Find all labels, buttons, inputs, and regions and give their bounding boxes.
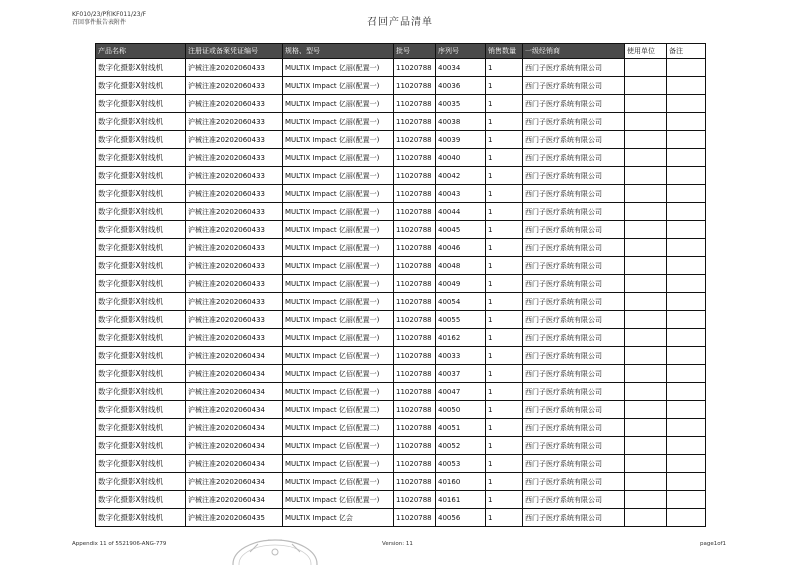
cell-dealer: 西门子医疗系统有限公司 bbox=[523, 239, 625, 257]
cell-quantity: 1 bbox=[486, 275, 523, 293]
cell-registration: 沪械注准20202060433 bbox=[186, 185, 283, 203]
cell-model: MULTIX Impact 亿丽(配置一) bbox=[283, 95, 394, 113]
cell-user-unit bbox=[625, 257, 667, 275]
cell-remarks bbox=[667, 95, 706, 113]
cell-model: MULTIX Impact 亿丽(配置一) bbox=[283, 221, 394, 239]
cell-quantity: 1 bbox=[486, 401, 523, 419]
cell-serial: 40054 bbox=[436, 293, 486, 311]
cell-batch: 11020788 bbox=[394, 95, 436, 113]
cell-registration: 沪械注准20202060434 bbox=[186, 419, 283, 437]
cell-registration: 沪械注准20202060433 bbox=[186, 59, 283, 77]
cell-dealer: 西门子医疗系统有限公司 bbox=[523, 77, 625, 95]
cell-batch: 11020788 bbox=[394, 509, 436, 527]
cell-dealer: 西门子医疗系统有限公司 bbox=[523, 311, 625, 329]
cell-model: MULTIX Impact 亿佰(配置二) bbox=[283, 401, 394, 419]
cell-quantity: 1 bbox=[486, 419, 523, 437]
cell-product-name: 数字化摄影X射线机 bbox=[96, 257, 186, 275]
cell-product-name: 数字化摄影X射线机 bbox=[96, 509, 186, 527]
cell-remarks bbox=[667, 167, 706, 185]
cell-quantity: 1 bbox=[486, 149, 523, 167]
cell-product-name: 数字化摄影X射线机 bbox=[96, 383, 186, 401]
table-row bbox=[96, 329, 706, 347]
cell-model: MULTIX Impact 亿佰(配置一) bbox=[283, 455, 394, 473]
cell-serial: 40040 bbox=[436, 149, 486, 167]
table-row bbox=[96, 95, 706, 113]
cell-remarks bbox=[667, 347, 706, 365]
cell-product-name: 数字化摄影X射线机 bbox=[96, 347, 186, 365]
table-row bbox=[96, 167, 706, 185]
cell-user-unit bbox=[625, 329, 667, 347]
cell-batch: 11020788 bbox=[394, 311, 436, 329]
cell-dealer: 西门子医疗系统有限公司 bbox=[523, 257, 625, 275]
cell-model: MULTIX Impact 亿丽(配置一) bbox=[283, 113, 394, 131]
cell-user-unit bbox=[625, 491, 667, 509]
cell-model: MULTIX Impact 亿丽(配置一) bbox=[283, 59, 394, 77]
cell-serial: 40044 bbox=[436, 203, 486, 221]
cell-dealer: 西门子医疗系统有限公司 bbox=[523, 491, 625, 509]
cell-user-unit bbox=[625, 149, 667, 167]
footer-page: page1of1 bbox=[700, 541, 727, 547]
table-header-row bbox=[96, 44, 706, 59]
cell-product-name: 数字化摄影X射线机 bbox=[96, 311, 186, 329]
footer-version: Version: 11 bbox=[382, 541, 413, 547]
table-row bbox=[96, 437, 706, 455]
cell-user-unit bbox=[625, 473, 667, 491]
cell-user-unit bbox=[625, 131, 667, 149]
cell-registration: 沪械注准20202060433 bbox=[186, 221, 283, 239]
cell-batch: 11020788 bbox=[394, 59, 436, 77]
cell-model: MULTIX Impact 亿丽(配置一) bbox=[283, 311, 394, 329]
cell-remarks bbox=[667, 275, 706, 293]
cell-quantity: 1 bbox=[486, 167, 523, 185]
cell-serial: 40049 bbox=[436, 275, 486, 293]
cell-serial: 40160 bbox=[436, 473, 486, 491]
seal-icon bbox=[228, 530, 323, 565]
table-row bbox=[96, 419, 706, 437]
cell-remarks bbox=[667, 203, 706, 221]
cell-user-unit bbox=[625, 383, 667, 401]
cell-quantity: 1 bbox=[486, 131, 523, 149]
cell-model: MULTIX Impact 亿丽(配置一) bbox=[283, 203, 394, 221]
cell-product-name: 数字化摄影X射线机 bbox=[96, 275, 186, 293]
cell-dealer: 西门子医疗系统有限公司 bbox=[523, 455, 625, 473]
cell-product-name: 数字化摄影X射线机 bbox=[96, 95, 186, 113]
cell-user-unit bbox=[625, 113, 667, 131]
table-row bbox=[96, 365, 706, 383]
cell-model: MULTIX Impact 亿丽(配置一) bbox=[283, 293, 394, 311]
cell-quantity: 1 bbox=[486, 293, 523, 311]
cell-serial: 40038 bbox=[436, 113, 486, 131]
cell-product-name: 数字化摄影X射线机 bbox=[96, 491, 186, 509]
cell-serial: 40033 bbox=[436, 347, 486, 365]
cell-quantity: 1 bbox=[486, 203, 523, 221]
cell-serial: 40043 bbox=[436, 185, 486, 203]
cell-registration: 沪械注准20202060433 bbox=[186, 275, 283, 293]
table-body bbox=[96, 59, 706, 527]
cell-remarks bbox=[667, 149, 706, 167]
cell-batch: 11020788 bbox=[394, 329, 436, 347]
cell-user-unit bbox=[625, 239, 667, 257]
table-row bbox=[96, 383, 706, 401]
cell-remarks bbox=[667, 437, 706, 455]
cell-remarks bbox=[667, 491, 706, 509]
cell-registration: 沪械注准20202060434 bbox=[186, 473, 283, 491]
cell-dealer: 西门子医疗系统有限公司 bbox=[523, 383, 625, 401]
cell-batch: 11020788 bbox=[394, 203, 436, 221]
cell-product-name: 数字化摄影X射线机 bbox=[96, 131, 186, 149]
cell-serial: 40042 bbox=[436, 167, 486, 185]
cell-dealer: 西门子医疗系统有限公司 bbox=[523, 419, 625, 437]
cell-batch: 11020788 bbox=[394, 113, 436, 131]
cell-batch: 11020788 bbox=[394, 473, 436, 491]
cell-quantity: 1 bbox=[486, 383, 523, 401]
cell-model: MULTIX Impact 亿丽(配置一) bbox=[283, 239, 394, 257]
cell-registration: 沪械注准20202060434 bbox=[186, 347, 283, 365]
cell-user-unit bbox=[625, 347, 667, 365]
cell-batch: 11020788 bbox=[394, 401, 436, 419]
table-row bbox=[96, 131, 706, 149]
cell-model: MULTIX Impact 亿丽(配置一) bbox=[283, 167, 394, 185]
cell-registration: 沪械注准20202060434 bbox=[186, 455, 283, 473]
cell-quantity: 1 bbox=[486, 113, 523, 131]
cell-batch: 11020788 bbox=[394, 437, 436, 455]
col-header-dealer: 一级经销商 bbox=[523, 44, 625, 59]
cell-user-unit bbox=[625, 509, 667, 527]
cell-remarks bbox=[667, 473, 706, 491]
table-row bbox=[96, 149, 706, 167]
cell-dealer: 西门子医疗系统有限公司 bbox=[523, 149, 625, 167]
cell-product-name: 数字化摄影X射线机 bbox=[96, 329, 186, 347]
cell-serial: 40161 bbox=[436, 491, 486, 509]
cell-dealer: 西门子医疗系统有限公司 bbox=[523, 221, 625, 239]
cell-quantity: 1 bbox=[486, 437, 523, 455]
cell-user-unit bbox=[625, 275, 667, 293]
cell-batch: 11020788 bbox=[394, 293, 436, 311]
cell-user-unit bbox=[625, 365, 667, 383]
cell-remarks bbox=[667, 185, 706, 203]
cell-remarks bbox=[667, 293, 706, 311]
col-header-serial: 序列号 bbox=[436, 44, 486, 59]
cell-product-name: 数字化摄影X射线机 bbox=[96, 293, 186, 311]
cell-model: MULTIX Impact 亿丽(配置一) bbox=[283, 131, 394, 149]
cell-remarks bbox=[667, 257, 706, 275]
cell-remarks bbox=[667, 365, 706, 383]
cell-registration: 沪械注准20202060435 bbox=[186, 509, 283, 527]
cell-registration: 沪械注准20202060433 bbox=[186, 311, 283, 329]
cell-serial: 40045 bbox=[436, 221, 486, 239]
table-row bbox=[96, 185, 706, 203]
table-row bbox=[96, 221, 706, 239]
table-row bbox=[96, 59, 706, 77]
cell-dealer: 西门子医疗系统有限公司 bbox=[523, 185, 625, 203]
col-header-registration: 注册证或备案凭证编号 bbox=[186, 44, 283, 59]
cell-serial: 40052 bbox=[436, 437, 486, 455]
cell-registration: 沪械注准20202060434 bbox=[186, 401, 283, 419]
col-header-product-name: 产品名称 bbox=[96, 44, 186, 59]
cell-quantity: 1 bbox=[486, 185, 523, 203]
cell-batch: 11020788 bbox=[394, 149, 436, 167]
table-row bbox=[96, 509, 706, 527]
cell-serial: 40046 bbox=[436, 239, 486, 257]
cell-dealer: 西门子医疗系统有限公司 bbox=[523, 437, 625, 455]
cell-model: MULTIX Impact 亿丽(配置一) bbox=[283, 329, 394, 347]
cell-batch: 11020788 bbox=[394, 77, 436, 95]
cell-model: MULTIX Impact 亿佰(配置一) bbox=[283, 491, 394, 509]
cell-remarks bbox=[667, 113, 706, 131]
cell-user-unit bbox=[625, 293, 667, 311]
cell-registration: 沪械注准20202060433 bbox=[186, 293, 283, 311]
table-row bbox=[96, 473, 706, 491]
cell-model: MULTIX Impact 亿会 bbox=[283, 509, 394, 527]
cell-user-unit bbox=[625, 77, 667, 95]
cell-product-name: 数字化摄影X射线机 bbox=[96, 455, 186, 473]
cell-dealer: 西门子医疗系统有限公司 bbox=[523, 275, 625, 293]
cell-serial: 40056 bbox=[436, 509, 486, 527]
document-code-line1: KF010/23/P和KF011/23/F bbox=[72, 11, 147, 18]
cell-registration: 沪械注准20202060434 bbox=[186, 365, 283, 383]
cell-model: MULTIX Impact 亿佰(配置一) bbox=[283, 383, 394, 401]
cell-dealer: 西门子医疗系统有限公司 bbox=[523, 113, 625, 131]
cell-user-unit bbox=[625, 401, 667, 419]
cell-product-name: 数字化摄影X射线机 bbox=[96, 185, 186, 203]
cell-user-unit bbox=[625, 311, 667, 329]
cell-registration: 沪械注准20202060433 bbox=[186, 77, 283, 95]
cell-dealer: 西门子医疗系统有限公司 bbox=[523, 167, 625, 185]
table-row bbox=[96, 491, 706, 509]
cell-serial: 40035 bbox=[436, 95, 486, 113]
cell-product-name: 数字化摄影X射线机 bbox=[96, 365, 186, 383]
cell-registration: 沪械注准20202060433 bbox=[186, 257, 283, 275]
cell-quantity: 1 bbox=[486, 473, 523, 491]
cell-serial: 40051 bbox=[436, 419, 486, 437]
cell-quantity: 1 bbox=[486, 329, 523, 347]
col-header-remarks: 备注 bbox=[667, 44, 706, 59]
col-header-user-unit: 使用单位 bbox=[625, 44, 667, 59]
cell-serial: 40053 bbox=[436, 455, 486, 473]
cell-product-name: 数字化摄影X射线机 bbox=[96, 203, 186, 221]
cell-dealer: 西门子医疗系统有限公司 bbox=[523, 59, 625, 77]
cell-user-unit bbox=[625, 221, 667, 239]
cell-registration: 沪械注准20202060433 bbox=[186, 113, 283, 131]
cell-model: MULTIX Impact 亿佰(配置一) bbox=[283, 365, 394, 383]
cell-product-name: 数字化摄影X射线机 bbox=[96, 239, 186, 257]
cell-remarks bbox=[667, 329, 706, 347]
cell-registration: 沪械注准20202060433 bbox=[186, 95, 283, 113]
cell-dealer: 西门子医疗系统有限公司 bbox=[523, 401, 625, 419]
cell-batch: 11020788 bbox=[394, 257, 436, 275]
cell-quantity: 1 bbox=[486, 491, 523, 509]
cell-serial: 40034 bbox=[436, 59, 486, 77]
cell-remarks bbox=[667, 221, 706, 239]
cell-registration: 沪械注准20202060433 bbox=[186, 167, 283, 185]
cell-batch: 11020788 bbox=[394, 275, 436, 293]
cell-serial: 40050 bbox=[436, 401, 486, 419]
cell-product-name: 数字化摄影X射线机 bbox=[96, 401, 186, 419]
recall-product-table bbox=[95, 43, 706, 527]
cell-quantity: 1 bbox=[486, 311, 523, 329]
document-code-line2: 召回事件报告表附件 bbox=[72, 18, 127, 26]
col-header-batch: 批号 bbox=[394, 44, 436, 59]
cell-dealer: 西门子医疗系统有限公司 bbox=[523, 131, 625, 149]
cell-dealer: 西门子医疗系统有限公司 bbox=[523, 329, 625, 347]
cell-registration: 沪械注准20202060433 bbox=[186, 149, 283, 167]
cell-remarks bbox=[667, 239, 706, 257]
cell-dealer: 西门子医疗系统有限公司 bbox=[523, 473, 625, 491]
cell-product-name: 数字化摄影X射线机 bbox=[96, 149, 186, 167]
cell-serial: 40037 bbox=[436, 365, 486, 383]
cell-quantity: 1 bbox=[486, 257, 523, 275]
cell-quantity: 1 bbox=[486, 221, 523, 239]
table-row bbox=[96, 455, 706, 473]
cell-model: MULTIX Impact 亿丽(配置一) bbox=[283, 77, 394, 95]
cell-model: MULTIX Impact 亿佰(配置一) bbox=[283, 473, 394, 491]
cell-quantity: 1 bbox=[486, 347, 523, 365]
table-row bbox=[96, 293, 706, 311]
cell-product-name: 数字化摄影X射线机 bbox=[96, 59, 186, 77]
cell-batch: 11020788 bbox=[394, 221, 436, 239]
table-row bbox=[96, 401, 706, 419]
cell-product-name: 数字化摄影X射线机 bbox=[96, 113, 186, 131]
cell-serial: 40048 bbox=[436, 257, 486, 275]
cell-model: MULTIX Impact 亿佰(配置一) bbox=[283, 347, 394, 365]
cell-quantity: 1 bbox=[486, 455, 523, 473]
table-row bbox=[96, 77, 706, 95]
cell-remarks bbox=[667, 509, 706, 527]
cell-registration: 沪械注准20202060433 bbox=[186, 329, 283, 347]
cell-serial: 40036 bbox=[436, 77, 486, 95]
cell-user-unit bbox=[625, 437, 667, 455]
cell-model: MULTIX Impact 亿丽(配置一) bbox=[283, 185, 394, 203]
cell-registration: 沪械注准20202060434 bbox=[186, 437, 283, 455]
cell-product-name: 数字化摄影X射线机 bbox=[96, 473, 186, 491]
cell-batch: 11020788 bbox=[394, 491, 436, 509]
cell-registration: 沪械注准20202060434 bbox=[186, 491, 283, 509]
cell-product-name: 数字化摄影X射线机 bbox=[96, 221, 186, 239]
cell-user-unit bbox=[625, 455, 667, 473]
cell-user-unit bbox=[625, 167, 667, 185]
cell-quantity: 1 bbox=[486, 59, 523, 77]
cell-dealer: 西门子医疗系统有限公司 bbox=[523, 365, 625, 383]
cell-dealer: 西门子医疗系统有限公司 bbox=[523, 203, 625, 221]
cell-remarks bbox=[667, 383, 706, 401]
cell-batch: 11020788 bbox=[394, 131, 436, 149]
cell-user-unit bbox=[625, 95, 667, 113]
cell-quantity: 1 bbox=[486, 365, 523, 383]
col-header-quantity: 销售数量 bbox=[486, 44, 523, 59]
table-row bbox=[96, 275, 706, 293]
cell-remarks bbox=[667, 311, 706, 329]
table-row bbox=[96, 239, 706, 257]
cell-model: MULTIX Impact 亿丽(配置一) bbox=[283, 275, 394, 293]
cell-model: MULTIX Impact 亿丽(配置一) bbox=[283, 257, 394, 275]
cell-registration: 沪械注准20202060433 bbox=[186, 203, 283, 221]
cell-batch: 11020788 bbox=[394, 185, 436, 203]
cell-user-unit bbox=[625, 203, 667, 221]
cell-dealer: 西门子医疗系统有限公司 bbox=[523, 347, 625, 365]
cell-serial: 40039 bbox=[436, 131, 486, 149]
cell-product-name: 数字化摄影X射线机 bbox=[96, 167, 186, 185]
cell-remarks bbox=[667, 77, 706, 95]
cell-product-name: 数字化摄影X射线机 bbox=[96, 437, 186, 455]
cell-product-name: 数字化摄影X射线机 bbox=[96, 77, 186, 95]
cell-remarks bbox=[667, 59, 706, 77]
cell-registration: 沪械注准20202060433 bbox=[186, 239, 283, 257]
cell-model: MULTIX Impact 亿佰(配置二) bbox=[283, 419, 394, 437]
cell-dealer: 西门子医疗系统有限公司 bbox=[523, 95, 625, 113]
cell-user-unit bbox=[625, 419, 667, 437]
cell-remarks bbox=[667, 455, 706, 473]
cell-quantity: 1 bbox=[486, 95, 523, 113]
cell-model: MULTIX Impact 亿丽(配置一) bbox=[283, 149, 394, 167]
cell-user-unit bbox=[625, 185, 667, 203]
cell-dealer: 西门子医疗系统有限公司 bbox=[523, 293, 625, 311]
cell-quantity: 1 bbox=[486, 239, 523, 257]
cell-serial: 40055 bbox=[436, 311, 486, 329]
page-title: 召回产品清单 bbox=[367, 17, 433, 28]
table-row bbox=[96, 203, 706, 221]
cell-batch: 11020788 bbox=[394, 365, 436, 383]
cell-batch: 11020788 bbox=[394, 383, 436, 401]
cell-serial: 40047 bbox=[436, 383, 486, 401]
cell-registration: 沪械注准20202060434 bbox=[186, 383, 283, 401]
cell-quantity: 1 bbox=[486, 509, 523, 527]
cell-registration: 沪械注准20202060433 bbox=[186, 131, 283, 149]
cell-batch: 11020788 bbox=[394, 239, 436, 257]
cell-user-unit bbox=[625, 59, 667, 77]
footer-appendix: Appendix 11 of 5521906-ANG-779 bbox=[72, 541, 167, 547]
cell-remarks bbox=[667, 401, 706, 419]
cell-batch: 11020788 bbox=[394, 419, 436, 437]
cell-batch: 11020788 bbox=[394, 455, 436, 473]
cell-batch: 11020788 bbox=[394, 347, 436, 365]
cell-dealer: 西门子医疗系统有限公司 bbox=[523, 509, 625, 527]
cell-model: MULTIX Impact 亿佰(配置一) bbox=[283, 437, 394, 455]
cell-batch: 11020788 bbox=[394, 167, 436, 185]
table-row bbox=[96, 257, 706, 275]
cell-remarks bbox=[667, 131, 706, 149]
cell-quantity: 1 bbox=[486, 77, 523, 95]
cell-remarks bbox=[667, 419, 706, 437]
table-row bbox=[96, 113, 706, 131]
table-row bbox=[96, 347, 706, 365]
cell-serial: 40162 bbox=[436, 329, 486, 347]
cell-product-name: 数字化摄影X射线机 bbox=[96, 419, 186, 437]
table-row bbox=[96, 311, 706, 329]
col-header-model: 规格、型号 bbox=[283, 44, 394, 59]
